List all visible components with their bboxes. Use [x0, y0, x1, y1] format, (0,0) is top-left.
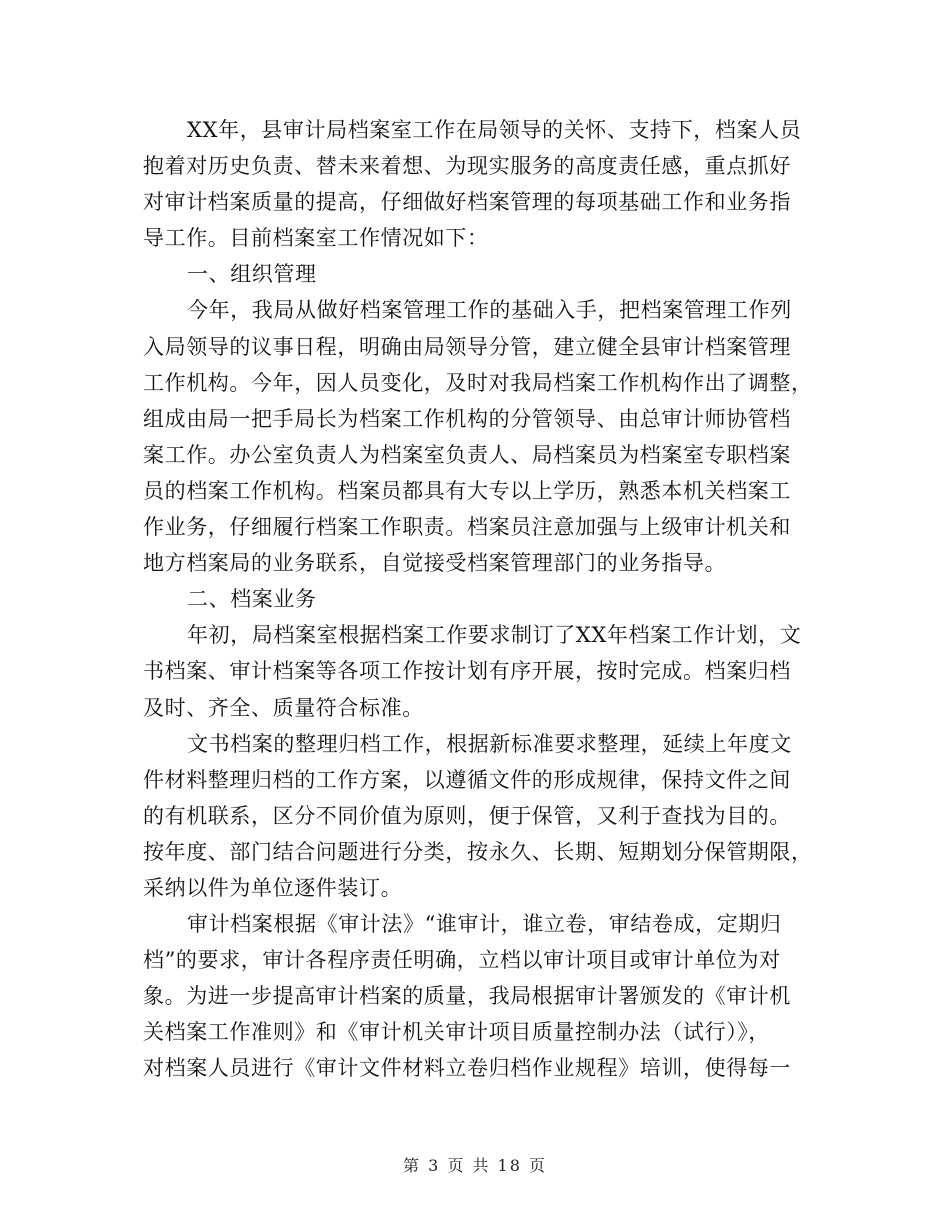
text-line: 年初，局档案室根据档案工作要求制订了XX年档案工作计划，文 [187, 623, 802, 648]
text-line: 工作机构。今年，因人员变化，及时对我局档案工作机构作出了调整， [143, 370, 813, 395]
text-line: 组成由局一把手局长为档案工作机构的分管领导、由总审计师协管档 [143, 406, 791, 431]
text-line: 采纳以件为单位逐件装订。 [143, 875, 403, 900]
text-line: 入局领导的议事日程，明确由局领导分管，建立健全县审计档案管理 [143, 334, 791, 359]
text-line: 关档案工作准则》和《审计机关审计项目质量控制办法（试行）》， [143, 1020, 770, 1045]
text-line: 书档案、审计档案等各项工作按计划有序开展，按时完成。档案归档 [143, 659, 791, 684]
text-line: 二、档案业务 [187, 587, 317, 612]
text-line: 档”的要求，审计各程序责任明确，立档以审计项目或审计单位为对 [143, 948, 781, 973]
text-line: 审计档案根据《审计法》“谁审计，谁立卷，审结卷成，定期归 [187, 912, 782, 937]
text-line: XX年，县审计局档案室工作在局领导的关怀、支持下，档案人员 [187, 118, 802, 142]
text-line: 作业务，仔细履行档案工作职责。档案员注意加强与上级审计机关和 [143, 515, 791, 540]
text-line: 员的档案工作机构。档案员都具有大专以上学历，熟悉本机关档案工 [143, 478, 791, 503]
text-line: 案工作。办公室负责人为档案室负责人、局档案员为档案室专职档案 [143, 442, 791, 467]
text-line: 抱着对历史负责、替未来着想、为现实服务的高度责任感，重点抓好 [143, 154, 791, 179]
text-line: 对审计档案质量的提高，仔细做好档案管理的每项基础工作和业务指 [143, 190, 791, 215]
text-line: 按年度、部门结合问题进行分类，按永久、长期、短期划分保管期限， [143, 839, 813, 864]
text-line: 地方档案局的业务联系，自觉接受档案管理部门的业务指导。 [143, 551, 727, 576]
text-line: 对档案人员进行《审计文件材料立卷归档作业规程》培训，使得每一 [143, 1056, 791, 1081]
text-line: 象。为进一步提高审计档案的质量，我局根据审计署颁发的《审计机 [143, 984, 791, 1009]
text-line: 一、组织管理 [187, 262, 317, 287]
text-line: 及时、齐全、质量符合标准。 [143, 695, 424, 720]
text-line: 件材料整理归档的工作方案，以遵循文件的形成规律，保持文件之间 [143, 767, 791, 792]
text-line: 的有机联系，区分不同价值为原则，便于保管，又利于查找为目的。 [143, 803, 791, 828]
page-number-footer: 第 3 页 共 18 页 [403, 1156, 547, 1175]
text-line: 今年，我局从做好档案管理工作的基础入手，把档案管理工作列 [187, 298, 792, 323]
text-line: 导工作。目前档案室工作情况如下： [143, 226, 489, 251]
document-body [143, 112, 813, 1087]
text-line: 文书档案的整理归档工作，根据新标准要求整理，延续上年度文 [187, 731, 792, 756]
